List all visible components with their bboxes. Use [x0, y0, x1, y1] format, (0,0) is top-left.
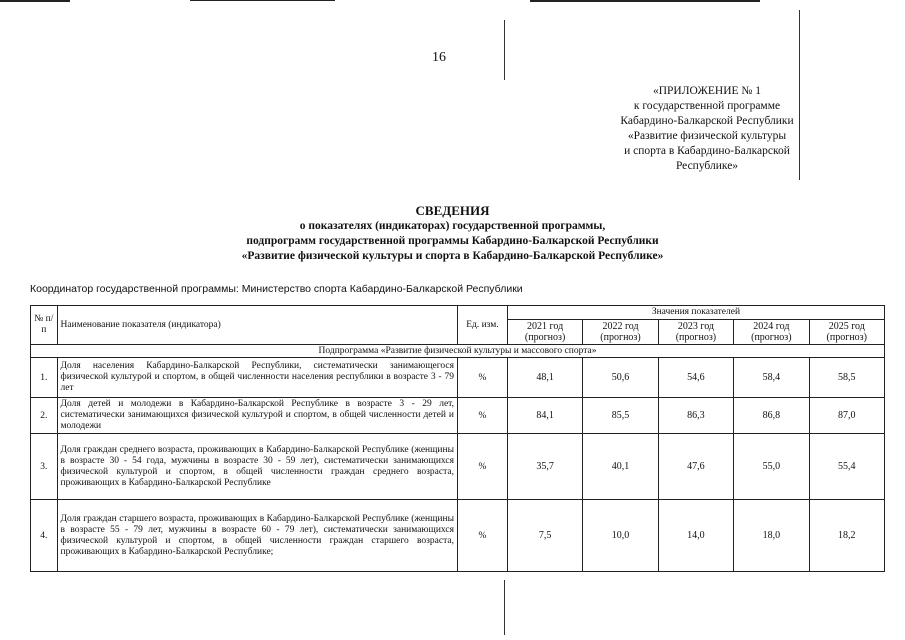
row-value: 55,4 — [809, 434, 884, 500]
table-row — [31, 398, 885, 434]
row-unit: % — [457, 398, 507, 434]
row-value: 86,3 — [658, 398, 733, 434]
row-num: 2. — [31, 398, 58, 434]
appendix-line: к государственной программе — [633, 100, 781, 112]
page-number: 16 — [432, 50, 446, 65]
row-name: Доля детей и молодежи в Кабардино-Балкарской Республике в возрасте 3 - 29 лет, систематически занимающихся физической культурой и спортом, в общей численности детей и молодежи — [57, 398, 457, 434]
row-value: 58,5 — [809, 358, 884, 398]
row-name: Доля граждан среднего возраста, проживающих в Кабардино-Балкарской Республике (женщины в возрасте 30 - 54 года, мужчины в возрасте 30 - 59 лет), систематически занимающихся физической культурой и спортом, в общей численности граждан среднего возраста, проживающих в Кабардино-Балкарской Республике — [57, 434, 457, 500]
row-num: 4. — [31, 500, 58, 572]
row-value: 40,1 — [583, 434, 658, 500]
header-values-group: Значения показателей — [507, 306, 884, 320]
header-num: № п/п — [31, 306, 58, 345]
row-value: 48,1 — [507, 358, 582, 398]
header-year: 2022 год (прогноз) — [583, 320, 658, 345]
appendix-line: «ПРИЛОЖЕНИЕ № 1 — [652, 85, 761, 97]
header-year: 2021 год (прогноз) — [507, 320, 582, 345]
row-unit: % — [457, 434, 507, 500]
header-year: 2025 год (прогноз) — [809, 320, 884, 345]
row-value: 7,5 — [507, 500, 582, 572]
row-value: 87,0 — [809, 398, 884, 434]
row-value: 85,5 — [583, 398, 658, 434]
row-value: 55,0 — [734, 434, 809, 500]
scan-artifact-line — [504, 580, 505, 635]
subprogram-title: Подпрограмма «Развитие физической культуры и массового спорта» — [31, 345, 885, 358]
table-row — [31, 358, 885, 398]
row-value: 14,0 — [658, 500, 733, 572]
scan-artifact-line — [190, 0, 335, 1]
row-unit: % — [457, 500, 507, 572]
header-unit: Ед. изм. — [457, 306, 507, 345]
row-value: 35,7 — [507, 434, 582, 500]
appendix-line: и спорта в Кабардино-Балкарской — [624, 145, 790, 157]
row-unit: % — [457, 358, 507, 398]
row-num: 1. — [31, 358, 58, 398]
appendix-line: «Развитие физической культуры — [627, 130, 787, 142]
appendix-line: Кабардино-Балкарской Республики — [620, 115, 794, 127]
scan-artifact-line — [530, 0, 760, 2]
scan-artifact-line — [504, 20, 505, 80]
row-value: 58,4 — [734, 358, 809, 398]
row-value: 54,6 — [658, 358, 733, 398]
row-value: 18,2 — [809, 500, 884, 572]
document-title — [0, 203, 905, 264]
appendix-line: Республике» — [675, 160, 739, 172]
appendix-header — [602, 84, 812, 174]
row-value: 86,8 — [734, 398, 809, 434]
title-line: «Развитие физической культуры и спорта в Кабардино-Балкарской Республике» — [241, 250, 664, 262]
coordinator-line: Координатор государственной программы: Министерство спорта Кабардино-Балкарской Республики — [30, 283, 523, 295]
title-line: о показателях (индикаторах) государственной программы, — [299, 220, 606, 232]
subprogram-row — [31, 345, 885, 358]
title-line: подпрограмм государственной программы Кабардино-Балкарской Республики — [246, 235, 659, 247]
row-value: 47,6 — [658, 434, 733, 500]
row-value: 50,6 — [583, 358, 658, 398]
table-row — [31, 500, 885, 572]
row-value: 84,1 — [507, 398, 582, 434]
table-row — [31, 434, 885, 500]
scan-artifact-line — [0, 0, 70, 2]
header-year: 2023 год (прогноз) — [658, 320, 733, 345]
row-name: Доля граждан старшего возраста, проживающих в Кабардино-Балкарской Республике (женщины в возрасте 55 - 79 лет, мужчины в возрасте 60 - 79 лет), систематически занимающихся физической культурой и спортом, в общей численности граждан старшего возраста, проживающих в Кабардино-Балкарской Республике; — [57, 500, 457, 572]
row-value: 18,0 — [734, 500, 809, 572]
row-name: Доля населения Кабардино-Балкарской Республики, систематически занимающегося физической культурой и спортом, в общей численности населения республики в возрасте 3 - 79 лет — [57, 358, 457, 398]
row-value: 10,0 — [583, 500, 658, 572]
title-main: СВЕДЕНИЯ — [415, 203, 490, 218]
header-name: Наименование показателя (индикатора) — [57, 306, 457, 345]
indicators-table — [30, 305, 885, 572]
header-year: 2024 год (прогноз) — [734, 320, 809, 345]
row-num: 3. — [31, 434, 58, 500]
